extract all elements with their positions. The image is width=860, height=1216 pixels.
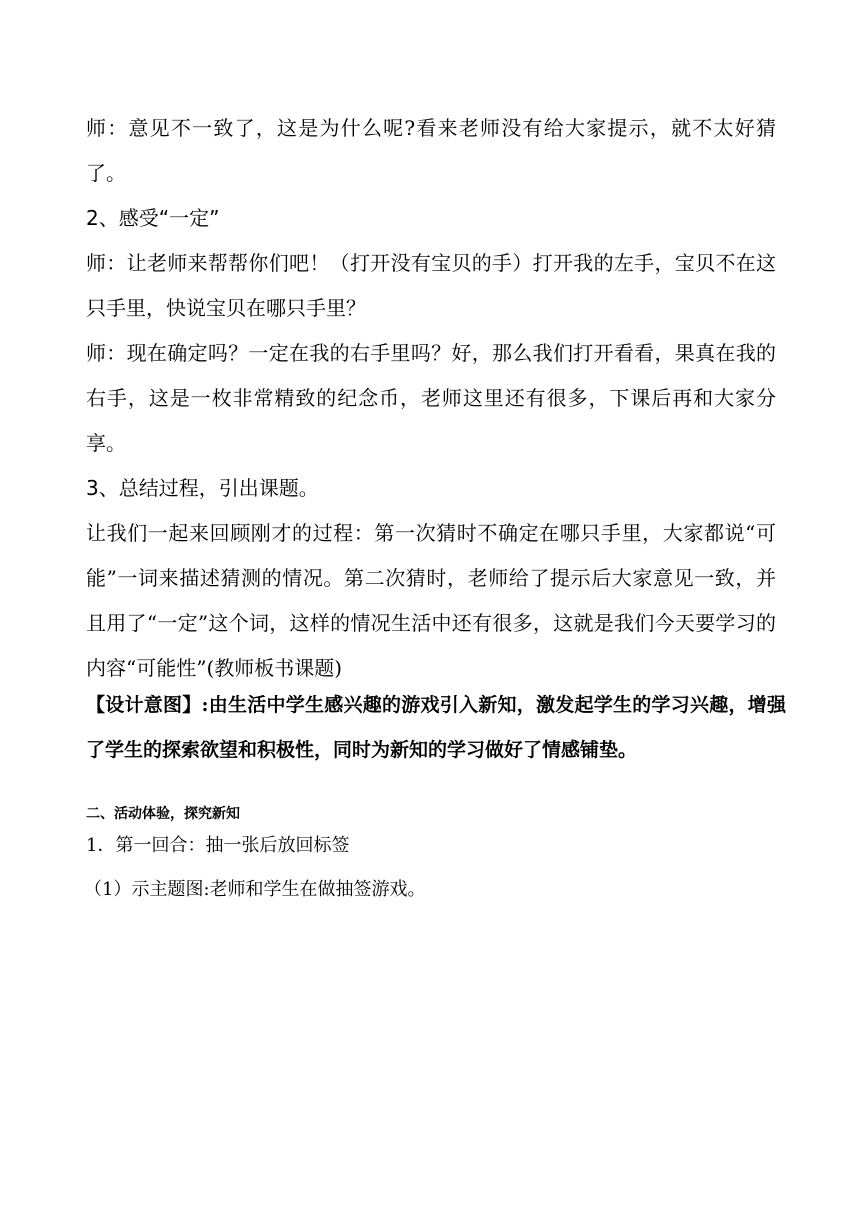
design-intent-label: 【设计意图】: (86, 694, 209, 716)
paragraph-teacher-help: 师：让老师来帮帮你们吧！（打开没有宝贝的手）打开我的左手，宝贝不在这只手里，快说宝贝在哪只手里？ (86, 251, 776, 320)
item-first-round-sub: （1）示主题图:老师和学生在做抽签游戏。 (84, 879, 426, 900)
design-intent-paragraph (86, 683, 786, 773)
paragraph-review: 让我们一起来回顾刚才的过程：第一次猜时不确定在哪只手里，大家都说“可能”一词来描述猜测的情况。第二次猜时，老师给了提示后大家意见一致，并且用了“一定”这个词，这样的情况生活中还有很多，这就是我们今天要学习的内容“可能性”(教师板书课题) (86, 521, 776, 680)
subheading-summary: 3、总结过程，引出课题。 (86, 476, 319, 500)
section-heading-activity: 二、活动体验，探究新知 (86, 806, 240, 822)
subheading-feel-certain: 2、感受“一定” (86, 206, 220, 230)
paragraph-teacher-disagreement: 师：意见不一致了，这是为什么呢?看来老师没有给大家提示，就不太好猜了。 (86, 116, 776, 185)
paragraph-teacher-confirm: 师：现在确定吗？一定在我的右手里吗？好，那么我们打开看看，果真在我的右手，这是一枚非常精致的纪念币，老师这里还有很多，下课后再和大家分享。 (86, 341, 776, 455)
item-first-round: 1．第一回合：抽一张后放回标签 (86, 835, 350, 856)
design-intent-text: 由生活中学生感兴趣的游戏引入新知，激发起学生的学习兴趣，增强了学生的探索欲望和积极性，同时为新知的学习做好了情感铺垫。 (86, 694, 786, 761)
